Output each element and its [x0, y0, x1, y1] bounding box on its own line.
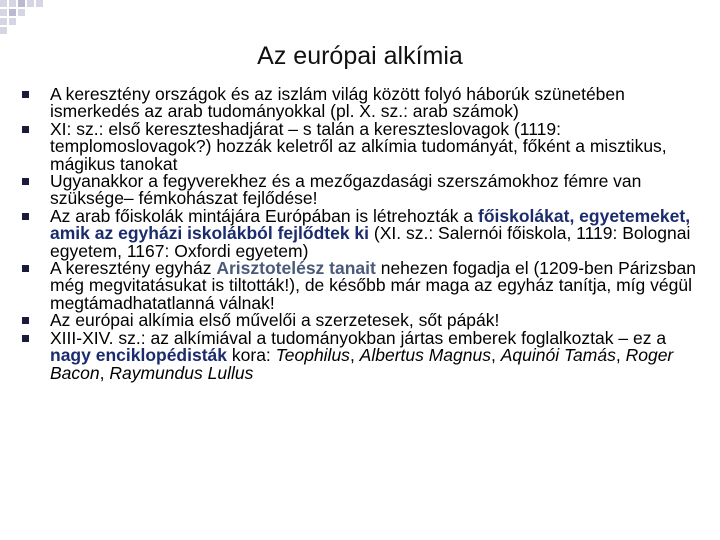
deco-square — [36, 0, 43, 7]
name-separator: , — [99, 362, 110, 383]
highlight-encyclopedists: nagy enciklopédisták — [50, 345, 228, 366]
bullet-text: A keresztény országok és az iszlám világ között folyó háborúk szünetében ismerkedés az arab tudományokkal (pl. X. sz.: arab számok) — [50, 84, 625, 122]
deco-square — [9, 9, 16, 16]
deco-square — [9, 18, 16, 25]
square-bullet-icon — [22, 335, 29, 342]
name-separator: , — [491, 345, 501, 366]
bullet-text-pre: Az arab főiskolák mintájára Európában is létrehozták a — [50, 205, 479, 226]
bullet-text: Az európai alkímia első művelői a szerzetesek, sőt pápák! — [50, 310, 500, 331]
deco-square — [0, 0, 7, 7]
deco-square — [9, 0, 16, 7]
deco-square — [0, 9, 7, 16]
highlight-universities: főiskolákat, egyetemeket, amik az egyházi iskolákból fejlődtek ki — [50, 205, 691, 244]
slide-title: Az európai alkímia — [257, 42, 463, 70]
name-separator: , — [349, 345, 360, 366]
bullet-item — [22, 260, 697, 312]
bullet-text-pre: XIII-XIV. sz.: az alkímiával a tudományokban jártas emberek foglalkoztak – ez a — [50, 327, 667, 348]
square-bullet-icon — [22, 213, 29, 220]
bullet-list — [22, 86, 697, 382]
bullet-text-pre: A keresztény egyház — [50, 258, 217, 279]
bullet-item — [22, 118, 697, 174]
name-item: Albertus Magnus — [359, 345, 491, 366]
square-bullet-icon — [22, 126, 29, 133]
square-bullet-icon — [22, 91, 29, 98]
deco-square — [18, 9, 25, 16]
bullet-item — [22, 205, 697, 261]
deco-square — [0, 27, 7, 34]
corner-decoration — [0, 0, 60, 45]
deco-square — [0, 18, 7, 25]
name-item: Aquinói Tamás — [500, 345, 616, 366]
bullet-item — [22, 86, 697, 121]
deco-square — [27, 0, 34, 7]
name-item: Roger Bacon — [50, 345, 674, 383]
name-item: Raymundus Lullus — [109, 362, 254, 383]
bullet-text: XI: sz.: első kereszteshadjárat – s talán a kereszteslovagok (1119: templomoslovagok?) hozzák keletről az alkímia tudományát, főként a misztikus, mágikus tanokat — [50, 118, 667, 174]
bullet-item — [22, 173, 697, 208]
square-bullet-icon — [22, 265, 29, 272]
deco-square — [18, 0, 25, 7]
bullet-text-post: nehezen fogadja el (1209-ben Párizsban még megvitatásukat is tiltották!), de később már maga az egyház tanítja, míg végül megtámadhatatlanná válnak! — [50, 258, 696, 313]
square-bullet-icon — [22, 178, 29, 185]
name-separator: , — [615, 345, 626, 366]
bullet-text-post: (XI. sz.: Salernói főiskola, 1119: Bolognai egyetem, 1167: Oxfordi egyetem) — [50, 223, 691, 261]
bullet-item — [22, 327, 697, 383]
highlight-aristotle: Arisztotelész tanait — [216, 258, 376, 279]
bullet-text-post: kora: — [227, 345, 276, 366]
name-item: Teophilus — [275, 345, 350, 366]
square-bullet-icon — [22, 317, 29, 324]
bullet-text: Ugyanakkor a fegyverekhez és a mezőgazdasági szerszámokhoz fémre van szüksége– fémkohászat fejlődése! — [50, 171, 642, 209]
